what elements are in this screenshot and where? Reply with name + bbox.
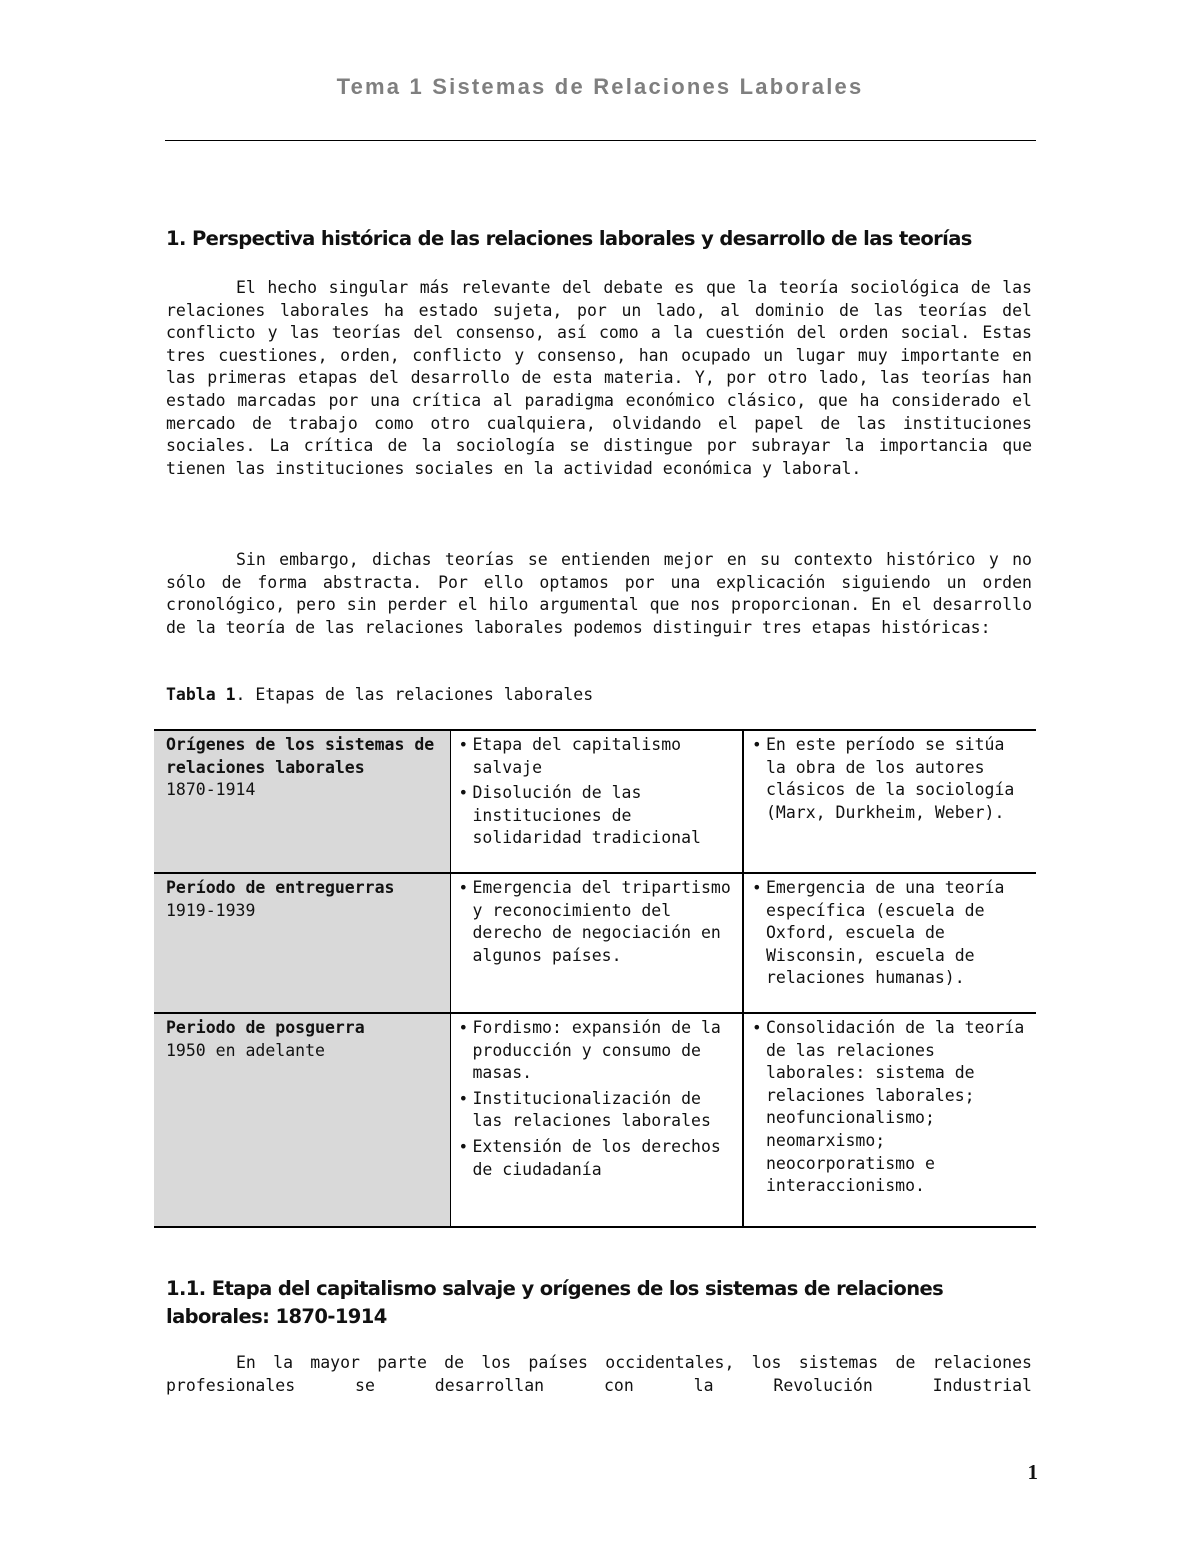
section-1-1-heading: 1.1. Etapa del capitalismo salvaje y orígenes de los sistemas de relaciones laborales: 1870-1914: [166, 1277, 944, 1328]
section-1-paragraph-2: Sin embargo, dichas teorías se entienden mejor en su contexto histórico y no sólo de forma abstracta. Por ello optamos por una explicación siguiendo un orden cronológico, pero sin perder el hilo argumental que nos proporcionan. En el desarrollo de la teoría de las relaciones laborales podemos distinguir tres etapas históricas:: [166, 550, 1032, 637]
stage-theory-item: • Emergencia de una teoría específica (escuela de Oxford, escuela de Wisconsin, escuela de relaciones humanas).: [749, 877, 1030, 990]
table-row: [154, 873, 1036, 1013]
stage-theory-cell: [743, 1013, 1036, 1227]
stage-theory-list: [749, 1017, 1030, 1198]
section-1-1-paragraph: En la mayor parte de los países occidentales, los sistemas de relaciones profesionales se desarrollan con la Revolución Industrial: [166, 1353, 1032, 1395]
stage-theory-item: • Consolidación de la teoría de las relaciones laborales: sistema de relaciones laborales; neofuncionalismo; neomarxismo; neocorporatismo e interaccionismo.: [749, 1017, 1030, 1198]
stage-theory-list: [749, 734, 1030, 824]
stages-table: [154, 729, 1036, 1228]
page-number: 1: [1027, 1460, 1038, 1484]
stage-feature-list: [456, 877, 737, 967]
table-caption-label: Tabla 1: [166, 685, 236, 704]
stage-name: Periodo de posguerra: [166, 1018, 365, 1037]
stage-cell: [154, 1013, 450, 1227]
stage-feature-cell: [450, 1013, 743, 1227]
stage-years: 1919-1939: [166, 900, 256, 920]
stage-feature-item: • Extensión de los derechos de ciudadanía: [456, 1136, 737, 1181]
stage-theory-cell: [743, 873, 1036, 1013]
stage-feature-item: • Disolución de las instituciones de solidaridad tradicional: [456, 782, 737, 850]
stage-cell: [154, 873, 450, 1013]
table-caption: [166, 684, 593, 706]
page-header-title: Tema 1 Sistemas de Relaciones Laborales: [336, 74, 864, 99]
stage-feature-item: • Institucionalización de las relaciones laborales: [456, 1088, 737, 1133]
header-divider: [165, 140, 1036, 141]
stage-feature-list: [456, 1017, 737, 1181]
table-row: [154, 730, 1036, 873]
stage-cell: [154, 730, 450, 873]
table-caption-text: . Etapas de las relaciones laborales: [235, 685, 594, 704]
stage-theory-item: • En este período se sitúa la obra de los autores clásicos de la sociología (Marx, Durkheim, Weber).: [749, 734, 1030, 824]
stage-feature-list: [456, 734, 737, 850]
stage-feature-item: • Fordismo: expansión de la producción y consumo de masas.: [456, 1017, 737, 1085]
stage-years: 1870-1914: [166, 780, 256, 800]
stage-feature-item: • Emergencia del tripartismo y reconocimiento del derecho de negociación en algunos países.: [456, 877, 737, 967]
section-1-paragraph-1: El hecho singular más relevante del debate es que la teoría sociológica de las relaciones laborales ha estado sujeta, por un lado, al dominio de las teorías del conflicto y las teorías del consenso, así como a la cuestión del orden social. Estas tres cuestiones, orden, conflicto y consenso, han ocupado un lugar muy importante en las primeras etapas del desarrollo de esta materia. Y, por otro lado, las teorías han estado marcadas por una crítica al paradigma económico clásico, que ha considerado el mercado de trabajo como otro cualquiera, olvidando el papel de las instituciones sociales. La crítica de la sociología se distingue por subrayar la importancia que tienen las instituciones sociales en la actividad económica y laboral.: [166, 278, 1032, 478]
stage-theory-cell: [743, 730, 1036, 873]
section-1-heading: 1. Perspectiva histórica de las relaciones laborales y desarrollo de las teorías: [166, 227, 972, 250]
stage-feature-cell: [450, 730, 743, 873]
stage-feature-item: • Etapa del capitalismo salvaje: [456, 734, 737, 779]
stage-name: Orígenes de los sistemas de relaciones laborales: [166, 735, 435, 777]
stage-years: 1950 en adelante: [166, 1040, 325, 1060]
stage-feature-cell: [450, 873, 743, 1013]
stage-theory-list: [749, 877, 1030, 990]
table-row: [154, 1013, 1036, 1227]
stage-name: Período de entreguerras: [166, 878, 395, 897]
